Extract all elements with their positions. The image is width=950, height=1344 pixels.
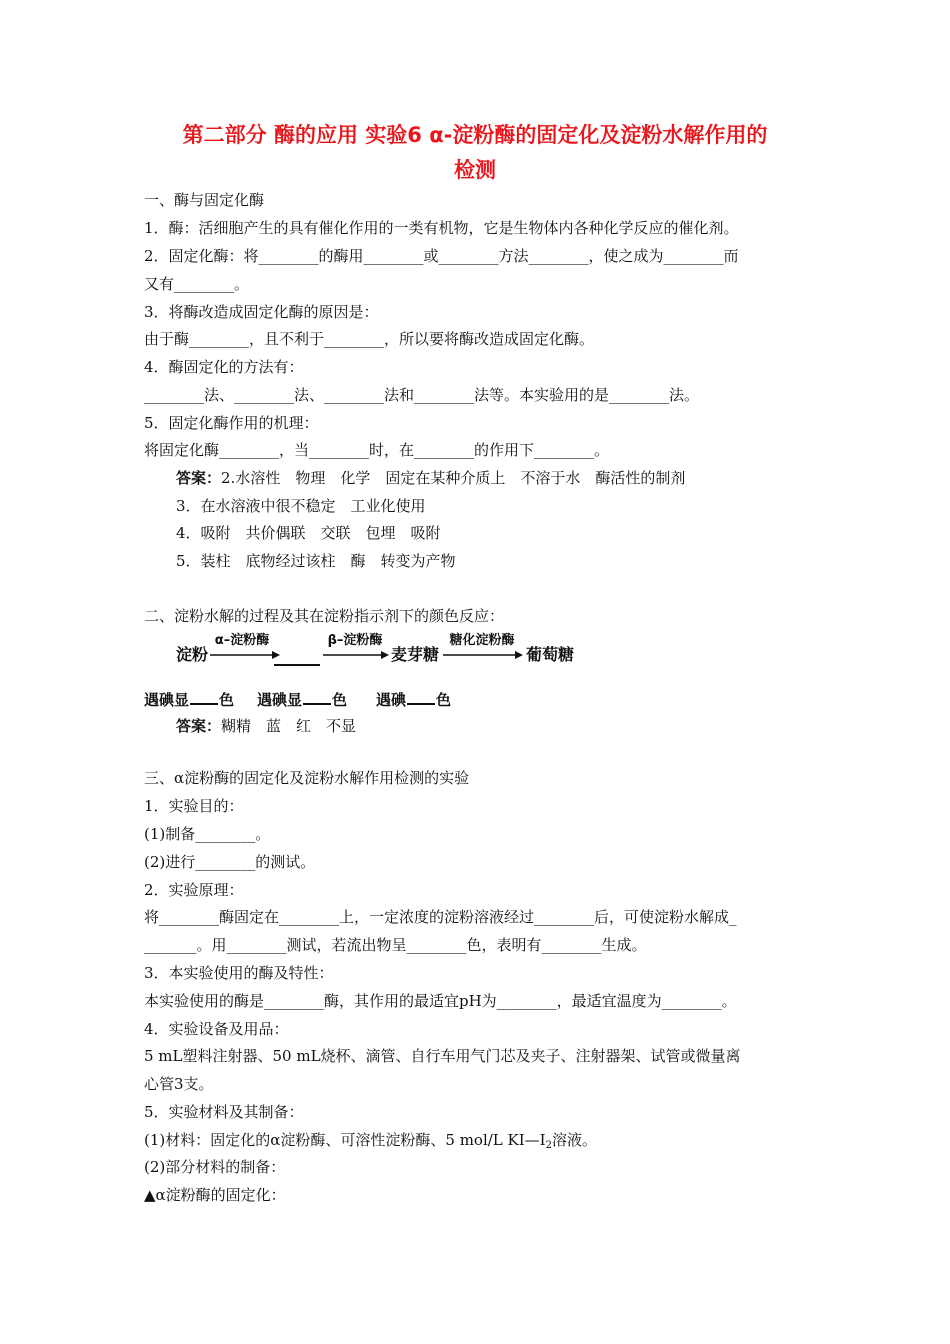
text-line: 4．实验设备及用品： <box>144 1020 289 1038</box>
text-line: 2．实验原理： <box>144 881 244 899</box>
subscript: 2 <box>545 1140 552 1151</box>
text-line: 5．实验材料及其制备： <box>144 1103 304 1121</box>
title-line-2: 检测 <box>454 158 496 182</box>
section-2-heading: 二、淀粉水解的过程及其在淀粉指示剂下的颜色反应： <box>144 607 505 625</box>
answer-blank <box>407 689 435 705</box>
text-line: 1．实验目的： <box>144 797 244 815</box>
iodine-label: 遇碘 <box>376 691 407 709</box>
arrow-icon <box>210 650 280 660</box>
text-line: 3．本实验使用的酶及特性： <box>144 964 334 982</box>
text-line: 4．酶固定化的方法有： <box>144 358 304 376</box>
answer-text: 糊精 蓝 红 不显 <box>221 717 357 735</box>
text-line: 又有________。 <box>144 275 250 293</box>
enzyme-beta-label: β–淀粉酶 <box>327 633 383 648</box>
text-line: ________法、________法、________法和________法等。本实验用的是________法。 <box>144 386 700 404</box>
iodine-color-row <box>257 689 347 710</box>
iodine-label: 色 <box>332 691 348 709</box>
text-line: 由于酶________，且不利于________，所以要将酶改造成固定化酶。 <box>144 330 595 348</box>
text-line <box>144 1130 597 1156</box>
answer-line: 3．在水溶液中很不稳定 工业化使用 <box>176 497 426 515</box>
answer-text: 2.水溶性 物理 化学 固定在某种介质上 不溶于水 酶活性的制剂 <box>221 469 686 487</box>
iodine-color-row <box>144 689 234 710</box>
iodine-label: 遇碘显 <box>257 691 303 709</box>
answer-line: 4．吸附 共价偶联 交联 包埋 吸附 <box>176 524 441 542</box>
glucose-label: 葡萄糖 <box>526 645 575 664</box>
enzyme-gluco-label: 糖化淀粉酶 <box>449 633 515 648</box>
text-line: 5．固定化酶作用的机理： <box>144 414 319 432</box>
starch-label: 淀粉 <box>176 645 209 664</box>
text-line: 心管3支。 <box>144 1075 214 1093</box>
arrow-icon <box>443 650 523 660</box>
answer-label: 答案： <box>176 469 222 487</box>
text-line: ▲α淀粉酶的固定化： <box>144 1186 286 1204</box>
answer-2 <box>176 716 356 736</box>
text-line: (2)部分材料的制备： <box>144 1158 286 1176</box>
answer-blank <box>274 664 320 666</box>
document-title <box>120 118 830 188</box>
enzyme-alpha-label: α–淀粉酶 <box>214 633 270 648</box>
text-line: 本实验使用的酶是________酶，其作用的最适宜pH为________，最适宜温度为________。 <box>144 992 737 1010</box>
text-line: (1)制备________。 <box>144 825 271 843</box>
text-line: 3．将酶改造成固定化酶的原因是： <box>144 303 379 321</box>
iodine-label: 色 <box>436 691 452 709</box>
answer-line: 5．装柱 底物经过该柱 酶 转变为产物 <box>176 552 456 570</box>
arrow-icon <box>323 650 389 660</box>
text-line: 2．固定化酶：将________的酶用________或________方法________，使之成为________而 <box>144 247 739 265</box>
section-1-heading: 一、酶与固定化酶 <box>144 191 265 209</box>
iodine-label: 遇碘显 <box>144 691 190 709</box>
text-line: 5 mL塑料注射器、50 mL烧杯、滴管、自行车用气门芯及夹子、注射器架、试管或微量离 <box>144 1047 741 1065</box>
answer-blank <box>303 689 331 705</box>
text-line: 将固定化酶________，当________时，在________的作用下________。 <box>144 441 610 459</box>
section-3-heading: 三、α淀粉酶的固定化及淀粉水解作用检测的实验 <box>144 769 470 787</box>
answer-1 <box>176 468 685 488</box>
text-line: 1．酶：活细胞产生的具有催化作用的一类有机物，它是生物体内各种化学反应的催化剂。 <box>144 219 739 237</box>
iodine-color-row <box>376 689 451 710</box>
text-line: (2)进行________的测试。 <box>144 853 316 871</box>
iodine-label: 色 <box>219 691 235 709</box>
text-line: 将________酶固定在________上，一定浓度的淀粉溶液经过________后，可使淀粉水解成_ <box>144 908 737 926</box>
maltose-label: 麦芽糖 <box>391 645 440 664</box>
text-segment: (1)材料：固定化的α淀粉酶、可溶性淀粉酶、5 mol/L KI—I <box>144 1131 546 1149</box>
title-line-1: 第二部分 酶的应用 实验6 α-淀粉酶的固定化及淀粉水解作用的 <box>182 123 768 147</box>
text-segment: 溶液。 <box>551 1131 597 1149</box>
text-line: _______。用________测试，若流出物呈________色，表明有________生成。 <box>144 936 647 954</box>
answer-label: 答案： <box>176 717 222 735</box>
answer-blank <box>190 689 218 705</box>
